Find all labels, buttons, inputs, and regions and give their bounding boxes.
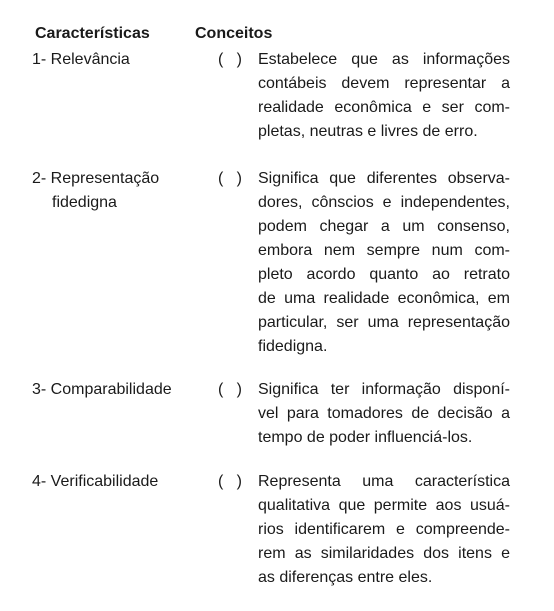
concept-text	[258, 167, 510, 359]
header-caracteristicas: Características	[35, 25, 150, 42]
concept-line: rem as similaridades dos itens e	[258, 545, 510, 562]
characteristic-label-line: fidedigna	[52, 194, 117, 211]
concept-line: contábeis devem representar a	[258, 75, 510, 92]
concept-line: as diferenças entre eles.	[258, 569, 433, 586]
concept-line: Representa uma característica	[258, 473, 510, 490]
concept-line: pletas, neutras e livres de erro.	[258, 123, 478, 140]
concept-line: pleto acordo quanto ao retrato	[258, 266, 510, 283]
characteristic-label-line: 3- Comparabilidade	[32, 381, 172, 398]
concept-line: rios identificarem e compreende-	[258, 521, 510, 538]
concept-line: Significa que diferentes observa-	[258, 170, 510, 187]
concept-line: Significa ter informação disponí-	[258, 381, 510, 398]
characteristic-label-line: 2- Representação	[32, 170, 160, 187]
answer-parentheses: ( )	[218, 51, 242, 68]
concept-line: de uma realidade econômica, em	[258, 290, 510, 307]
concept-text	[258, 48, 510, 144]
concept-line: Estabelece que as informações	[258, 51, 510, 68]
answer-parentheses: ( )	[218, 381, 242, 398]
concept-line: podem chegar a um consenso,	[258, 218, 510, 235]
concept-text	[258, 378, 510, 450]
characteristic-label	[32, 167, 212, 215]
characteristic-label	[32, 48, 212, 72]
concept-line: tempo de poder influenciá-los.	[258, 429, 473, 446]
answer-parentheses: ( )	[218, 473, 242, 490]
characteristic-label-line: 4- Verificabilidade	[32, 473, 159, 490]
characteristic-label	[32, 470, 212, 494]
concept-line: vel para tomadores de decisão a	[258, 405, 510, 422]
characteristic-label-line: 1- Relevância	[32, 51, 130, 68]
concept-line: dores, cônscios e independentes,	[258, 194, 510, 211]
concept-line: qualitativa que permite aos usuá-	[258, 497, 510, 514]
concept-line: realidade econômica e ser com-	[258, 99, 510, 116]
concept-text	[258, 470, 510, 590]
concept-line: fidedigna.	[258, 338, 328, 355]
characteristic-label	[32, 378, 212, 402]
concept-line: particular, ser uma representação	[258, 314, 510, 331]
answer-parentheses: ( )	[218, 170, 242, 187]
header-conceitos: Conceitos	[195, 25, 273, 42]
concept-line: embora nem sempre num com-	[258, 242, 510, 259]
